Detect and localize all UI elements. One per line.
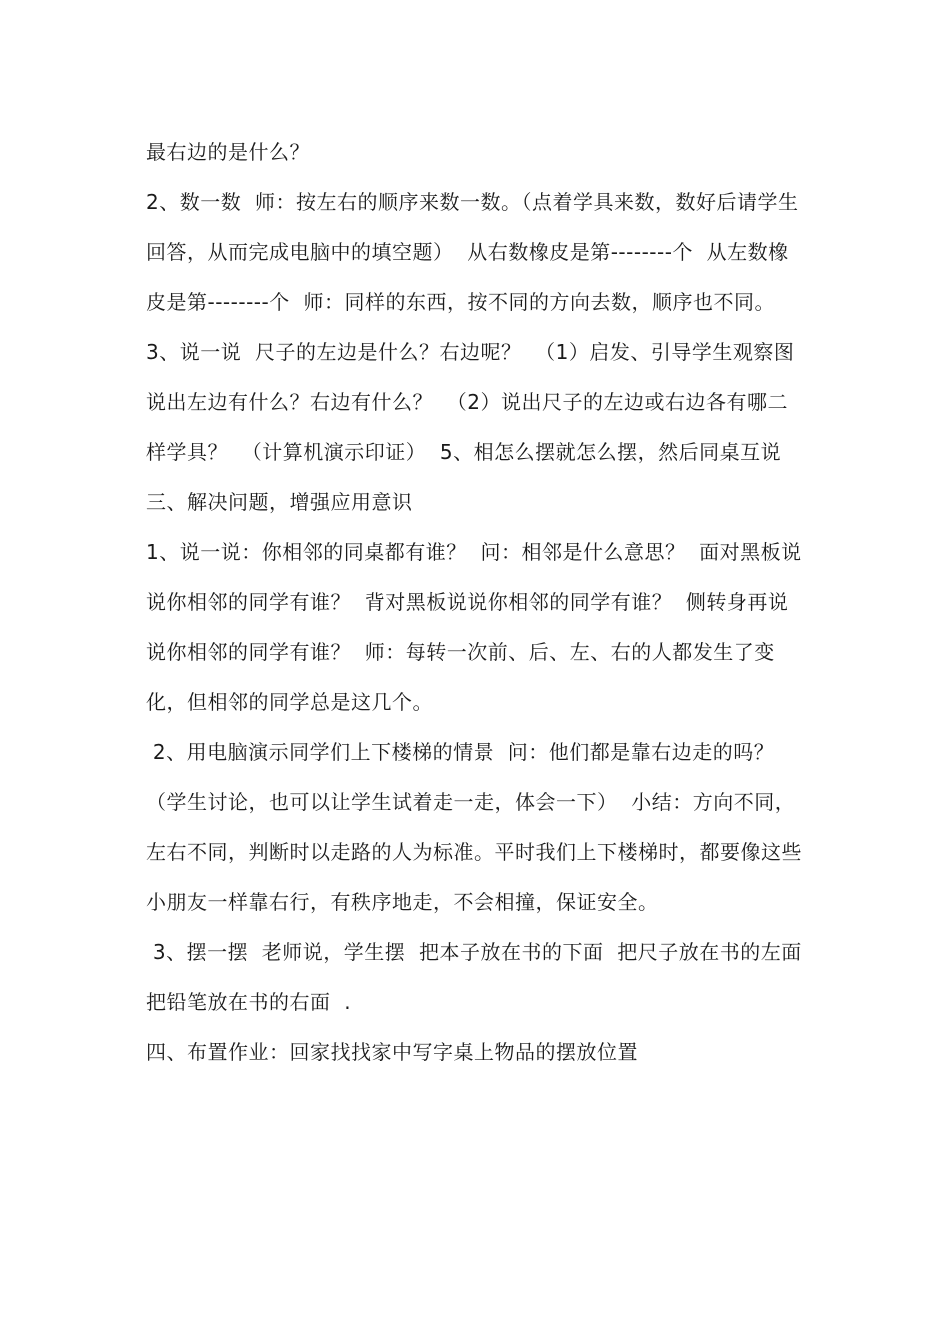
paragraph-1: 最右边的是什么？ bbox=[146, 140, 310, 164]
paragraph-3: 3、说一说 尺子的左边是什么？右边呢？ （1）启发、引导学生观察图说出左边有什么？右边有什么？ （2）说出尺子的左边或右边各有哪二样学具？ （计算机演示印证） 5、相怎么摆就怎么摆，然后同桌互说 bbox=[146, 340, 795, 464]
paragraph-6: 3、摆一摆 老师说，学生摆 把本子放在书的下面 把尺子放在书的左面 把铅笔放在书的右面 . bbox=[146, 940, 816, 1014]
paragraph-2: 2、数一数 师：按左右的顺序来数一数。（点着学具来数，数好后请学生回答，从而完成电脑中的填空题） 从右数橡皮是第--------个 从左数橡皮是第--------个 师：同样的东西，按不同的方向去数，顺序也不同。 bbox=[146, 190, 799, 314]
document-body bbox=[146, 127, 816, 1077]
paragraph-5: 2、用电脑演示同学们上下楼梯的情景 问：他们都是靠右边走的吗？（学生讨论，也可以让学生试着走一走，体会一下） 小结：方向不同，左右不同，判断时以走路的人为标准。平时我们上下楼梯时，都要像这些小朋友一样靠右行，有秩序地走，不会相撞，保证安全。 bbox=[146, 740, 802, 914]
section-heading-3: 三、解决问题，增强应用意识 bbox=[146, 490, 413, 514]
section-heading-4: 四、布置作业：回家找找家中写字桌上物品的摆放位置 bbox=[146, 1040, 638, 1064]
paragraph-4: 1、说一说：你相邻的同桌都有谁？ 问：相邻是什么意思？ 面对黑板说说你相邻的同学有谁？ 背对黑板说说你相邻的同学有谁？ 侧转身再说说你相邻的同学有谁？ 师：每转一次前、后、左、右的人都发生了变化，但相邻的同学总是这几个。 bbox=[146, 540, 802, 714]
